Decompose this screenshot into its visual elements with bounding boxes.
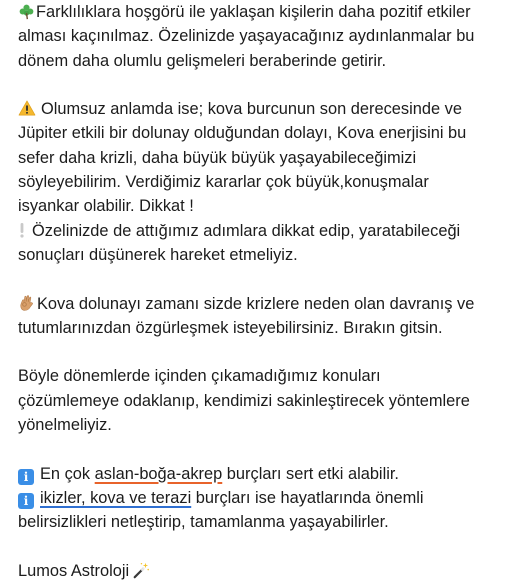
release-line-1 — [18, 292, 513, 316]
intro-line-3: dönem daha olumlu gelişmeleri beraberinde getirir. — [18, 51, 387, 70]
paragraph-gap — [18, 73, 513, 97]
signs-second-line-2: belirsizlikleri netleştirip, tamamlanma yaşayabilirler. — [18, 513, 389, 532]
caution-line-1 — [18, 219, 513, 243]
warning-line-4: söyleyebilirim. Verdiğimiz kararlar çok büyük,konuşmalar — [18, 173, 429, 192]
signs-most-line — [18, 462, 513, 486]
signs-paragraph — [18, 462, 513, 535]
warning-icon — [18, 100, 36, 116]
warning-line-5: isyankar olabilir. Dikkat ! — [18, 197, 194, 216]
intro-line-2: alması kaçınılmaz. Özelinizde yaşayacağınız aydınlanmalar bu — [18, 27, 475, 46]
info-icon: i — [18, 493, 34, 509]
release-paragraph — [18, 292, 513, 341]
paragraph-gap — [18, 437, 513, 461]
signs-second-highlight: ikizler, kova ve terazi — [40, 488, 192, 507]
signs-second-suffix: burçları ise hayatlarında önemli — [191, 488, 424, 507]
signs-most-highlight: aslan-boğa-akrep — [94, 464, 223, 483]
post-body — [18, 0, 513, 583]
signs-second-line — [18, 486, 513, 510]
advice-line-2: çözümlemeye odaklanıp, kendimizi sakinleştirecek yöntemlere — [18, 391, 470, 410]
intro-line-1-text: Farklılıklara hoşgörü ile yaklaşan kişilerin daha pozitif etkiler — [36, 3, 471, 21]
release-line-1-text: Kova dolunayı zamanı sizde krizlere neden olan davranış ve — [37, 294, 475, 313]
advice-line-1: Böyle dönemlerde içinden çıkamadığımız konuları — [18, 367, 381, 386]
paragraph-gap — [18, 267, 513, 291]
warning-line-1-text: Olumsuz anlamda ise; kova burcunun son derecesinde ve — [41, 100, 462, 119]
intro-paragraph — [18, 0, 513, 73]
advice-paragraph — [18, 364, 513, 437]
release-line-2: tutumlarınızdan özgürleşmek isteyebilirsiniz. Bırakın gitsin. — [18, 318, 443, 337]
signature-text: Lumos Astroloji — [18, 561, 130, 580]
paragraph-gap — [18, 340, 513, 364]
caution-line-2: sonuçları düşünerek hareket etmeliyiz. — [18, 245, 298, 264]
warning-line-2: Jüpiter etkili bir dolunay olduğundan dolayı, Kova enerjisini bu — [18, 124, 467, 143]
warning-paragraph — [18, 97, 513, 267]
warning-line-3: sefer daha krizli, daha büyük büyük yaşayabileceğimizi — [18, 148, 417, 167]
paragraph-gap — [18, 535, 513, 559]
signs-most-prefix: En çok — [40, 464, 95, 483]
advice-line-3: yönelmeliyiz. — [18, 416, 112, 435]
signature — [18, 559, 513, 583]
info-icon: i — [18, 469, 34, 485]
magic-wand-icon — [132, 561, 150, 579]
exclamation-icon — [18, 222, 26, 238]
warning-line-1 — [18, 97, 513, 121]
intro-line-1 — [18, 0, 513, 24]
signature-line — [18, 559, 513, 583]
signs-most-suffix: burçları sert etki alabilir. — [222, 464, 399, 483]
ok-hand-icon — [18, 294, 36, 312]
caution-line-1-text: Özelinizde de attığımız adımlara dikkat edip, yaratabileceği — [32, 221, 461, 240]
clover-icon — [18, 3, 35, 20]
